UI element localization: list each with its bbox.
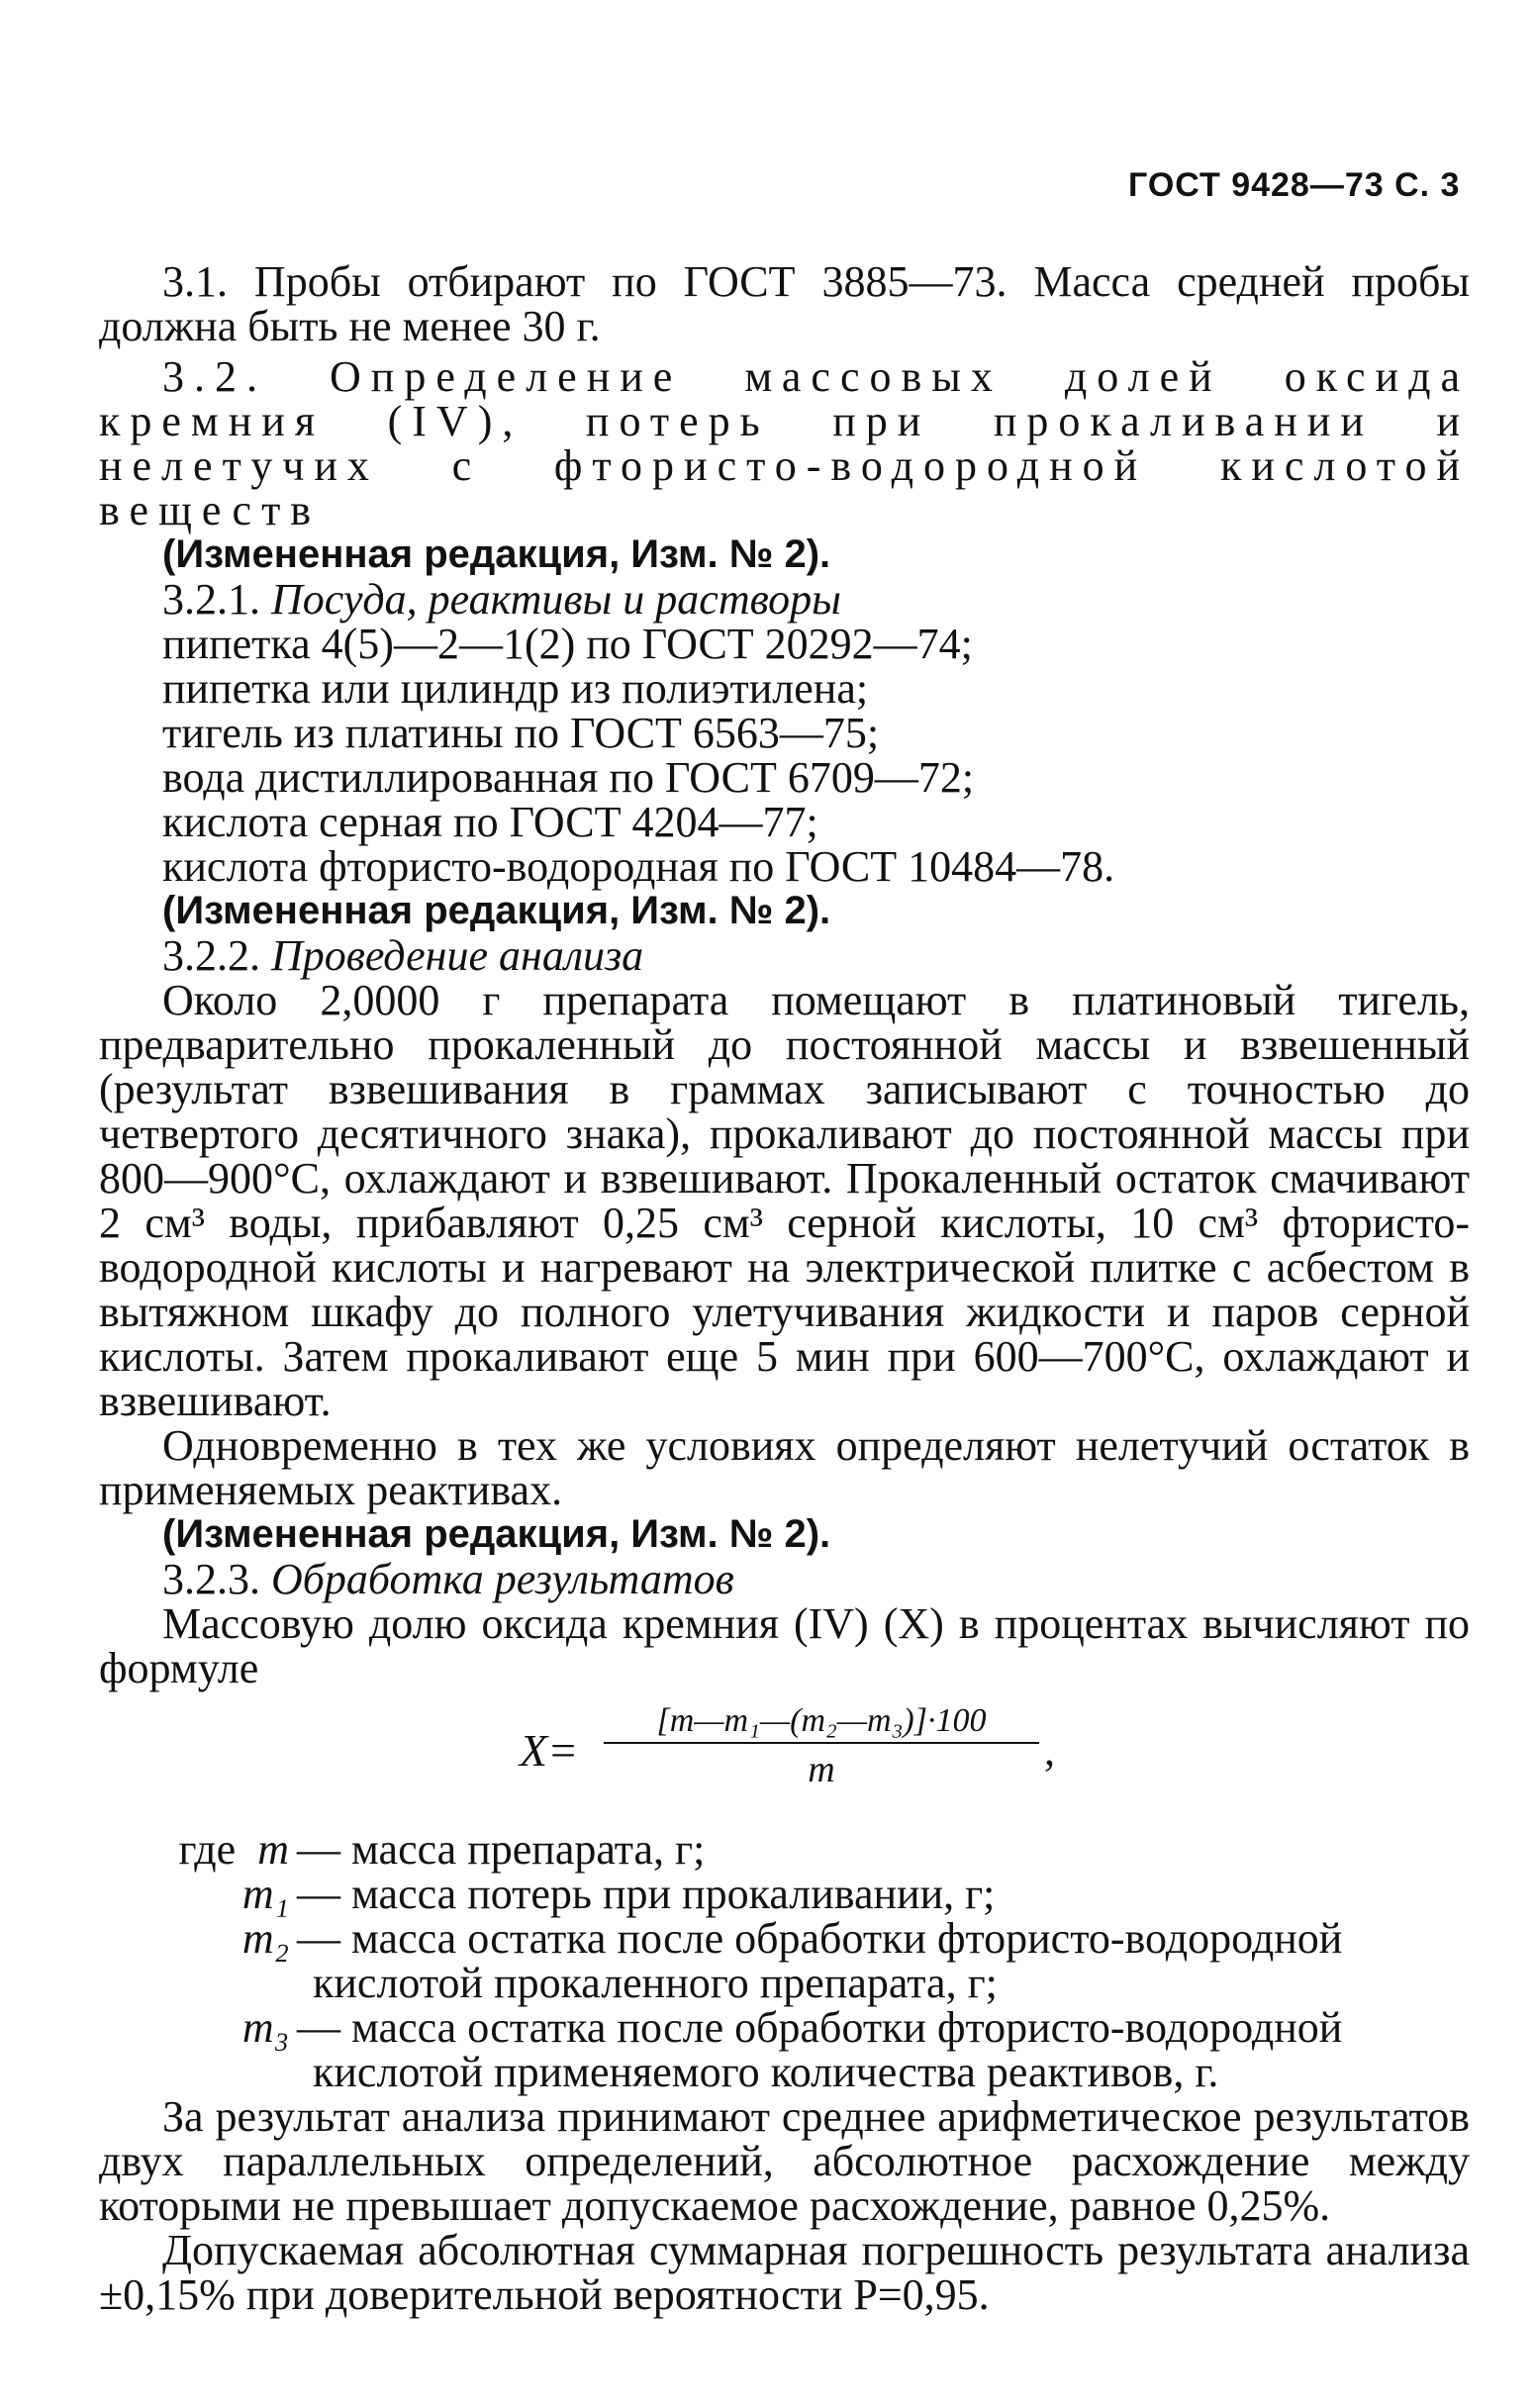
- paragraph-3-1: 3.1. Пробы отбирают по ГОСТ 3885—73. Масса средней пробы должна быть не менее 30 г.: [99, 257, 1470, 350]
- formula-fraction: [604, 1698, 1039, 1792]
- formula-lhs: X=: [520, 1725, 579, 1776]
- amendment-note-1: (Измененная редакция, Изм. № 2).: [162, 532, 831, 576]
- formula: [99, 1698, 1470, 1827]
- formula-trailing-comma: ,: [1044, 1726, 1055, 1775]
- heading-3-2-1-title: Посуда, реактивы и растворы: [271, 575, 841, 624]
- variable-definitions: [99, 1827, 1470, 2094]
- reagent-item: тигель из платины по ГОСТ 6563—75;: [162, 709, 880, 757]
- amendment-note-2: (Измененная редакция, Изм. № 2).: [162, 889, 831, 932]
- paragraph-result: За результат анализа принимают среднее арифметическое результатов двух параллельных определений, абсолютное расхождение между которыми не превышает допускаемое расхождение, равное 0,25%.: [99, 2092, 1470, 2230]
- paragraph-formula-intro: Массовую долю оксида кремния (IV) (X) в процентах вычисляют по формуле: [99, 1599, 1470, 1692]
- paragraph-3-2: 3.2. Определение массовых долей оксида кремния (IV), потерь при прокаливании и нелетучих с фтористо-водородной кислотой веществ: [99, 352, 1470, 534]
- page-header: ГОСТ 9428—73 С. 3: [1128, 166, 1461, 204]
- symbol-m: m: [257, 1825, 289, 1874]
- document-body: [99, 259, 1470, 2317]
- definition-continuation: кислотой применяемого количества реактивов, г.: [313, 2048, 1219, 2096]
- definition-text: — масса потерь при прокаливании, г;: [297, 1870, 996, 1918]
- heading-3-2-2-number: 3.2.2.: [162, 931, 260, 980]
- fraction-bar: [604, 1742, 1039, 1744]
- paragraph-analysis: Около 2,0000 г препарата помещают в платиновый тигель, предварительно прокаленный до постоянной массы и взвешенный (результат взвешивания в граммах записывают с точностью до четвертого десятичного знака), прокаливают до постоянной массы при 800—900°С, охлаждают и взвешивают. Прокаленный остаток смачивают 2 см³ воды, прибавляют 0,25 см³ серной кислоты, 10 см³ фтористо-водородной кислоты и нагревают на электрической плитке с асбестом в вытяжном шкафу до полного улетучивания жидкости и паров серной кислоты. Затем прокаливают еще 5 мин при 600—700°С, охлаждают и взвешивают.: [99, 976, 1470, 1425]
- reagent-item: вода дистиллированная по ГОСТ 6709—72;: [162, 753, 975, 802]
- where-word: где: [178, 1825, 237, 1874]
- definition-text: — масса препарата, г;: [297, 1825, 706, 1874]
- heading-3-2-2: [99, 933, 1470, 978]
- formula-numerator: [m—m₁—(m₂—m₃)]·100: [656, 1702, 987, 1739]
- heading-3-2-1-number: 3.2.1.: [162, 575, 260, 624]
- heading-3-2-3-title: Обработка результатов: [271, 1555, 734, 1603]
- paragraph-simultaneous: Одновременно в тех же условиях определяют нелетучий остаток в применяемых реактивах.: [99, 1421, 1470, 1514]
- definition-text: — масса остатка после обработки фтористо-водородной: [297, 1914, 1343, 1963]
- heading-3-2-1: [99, 577, 1470, 622]
- heading-3-2-3: [99, 1557, 1470, 1601]
- formula-denominator: m: [808, 1749, 835, 1790]
- definition-text: — масса остатка после обработки фтористо-водородной: [297, 2003, 1343, 2052]
- definition-row: [99, 2005, 1470, 2050]
- definition-row: [99, 1872, 1470, 1916]
- definition-symbol: m₁: [241, 1870, 289, 1918]
- heading-3-2-3-number: 3.2.3.: [162, 1555, 260, 1603]
- definition-symbol: m₂: [241, 1914, 289, 1963]
- reagent-item: кислота серная по ГОСТ 4204—77;: [162, 798, 818, 846]
- definition-symbol: m₃: [241, 2003, 289, 2052]
- definition-row: [99, 1827, 1470, 1872]
- definition-continuation: кислотой прокаленного препарата, г;: [313, 1959, 998, 2007]
- reagent-item: пипетка 4(5)—2—1(2) по ГОСТ 20292—74;: [162, 620, 973, 668]
- reagent-list: [99, 622, 1470, 889]
- definition-row: [99, 1916, 1470, 1961]
- heading-3-2-2-title: Проведение анализа: [271, 931, 644, 980]
- definition-symbol: [99, 1827, 297, 1872]
- amendment-note-3: (Измененная редакция, Изм. № 2).: [162, 1512, 831, 1556]
- paragraph-error: Допускаемая абсолютная суммарная погрешность результата анализа ±0,15% при доверительной вероятности P=0,95.: [99, 2226, 1470, 2319]
- reagent-item: кислота фтористо-водородная по ГОСТ 10484—78.: [162, 842, 1115, 891]
- reagent-item: пипетка или цилиндр из полиэтилена;: [162, 664, 869, 713]
